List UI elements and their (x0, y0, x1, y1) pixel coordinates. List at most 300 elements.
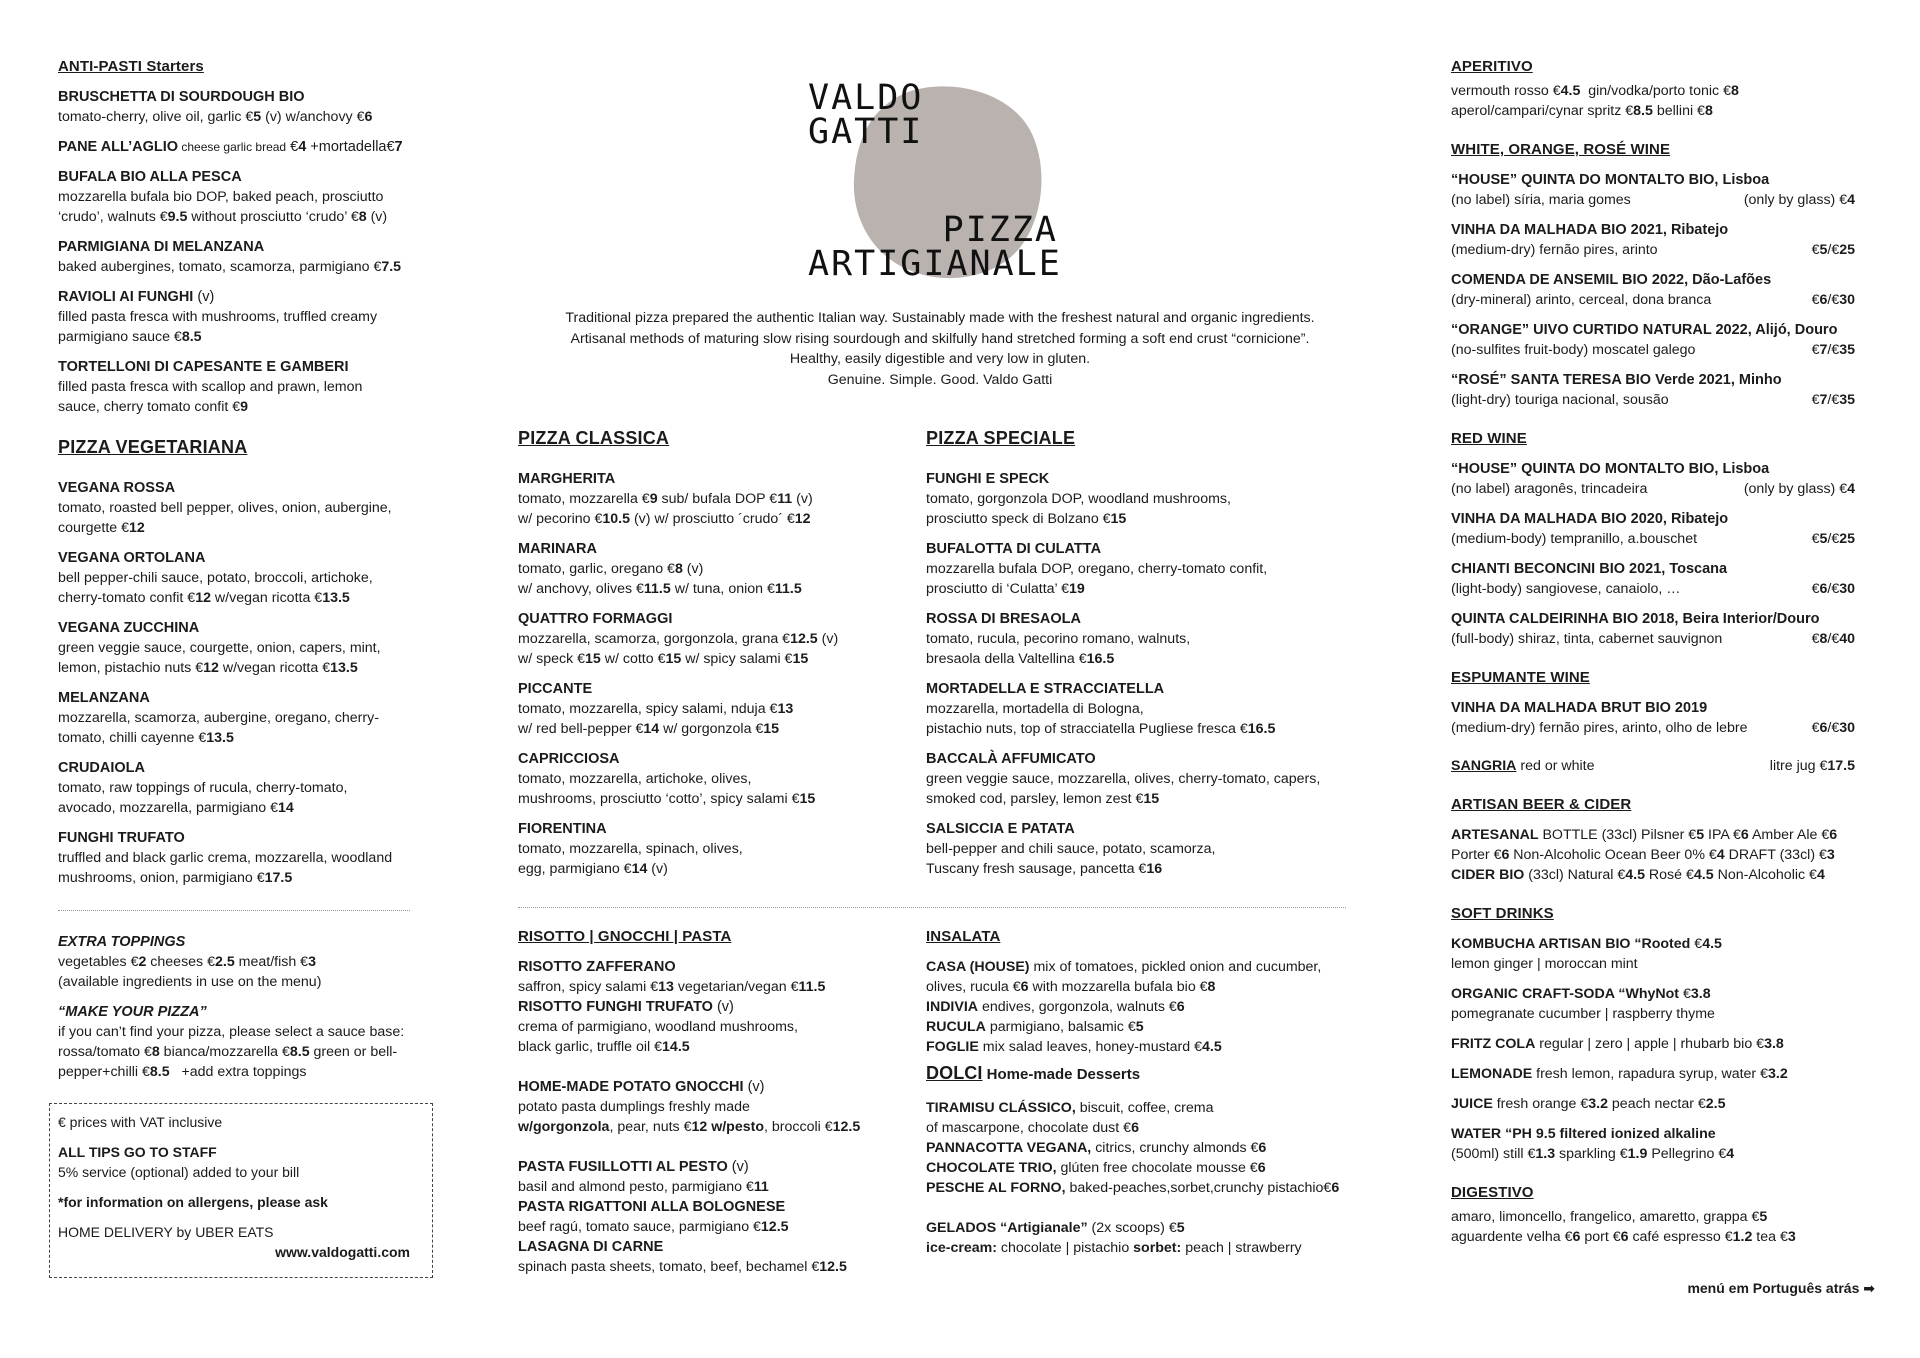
vat-note: € prices with VAT inclusive (58, 1114, 223, 1130)
logo-pizza: PIZZA (942, 210, 1058, 250)
price: 40 (1839, 631, 1855, 647)
item-desc (518, 699, 898, 719)
desc-text: (500ml) still € (1451, 1146, 1536, 1162)
toppings-block (58, 932, 438, 1082)
drink-item (1451, 1124, 1855, 1164)
desc-text: endives, gorgonzola, walnuts € (978, 999, 1177, 1015)
wine-item (1451, 270, 1855, 310)
price: 7 (394, 139, 403, 155)
desc-text: café espresso € (1628, 1229, 1733, 1245)
item-desc (518, 629, 898, 649)
desc-text: (33cl) Natural € (1524, 867, 1626, 883)
price: 25 (1839, 242, 1855, 258)
wine-name: COMENDA DE ANSEMIL BIO 2022, Dão-Lafões (1451, 272, 1772, 288)
menu-item (518, 609, 898, 669)
item-desc: filled pasta fresca with mushrooms, truffled creamy (58, 309, 378, 325)
desc-text: vermouth rosso € (1451, 83, 1561, 99)
price: 1.9 (1627, 1146, 1648, 1162)
desc-text: IPA € (1704, 827, 1741, 843)
wine-price: €6/€30 (1811, 581, 1855, 597)
wine-row (1451, 390, 1855, 410)
desc-text: peach | strawberry (1181, 1240, 1302, 1256)
price: 15 (763, 721, 780, 737)
desc-text: tomato, mozzarella, spicy salami, nduja € (518, 701, 778, 717)
price: 6 (1829, 827, 1838, 843)
price: 6 (1331, 1180, 1340, 1196)
item-name (518, 1157, 898, 1177)
wine-name: “ORANGE” UIVO CURTIDO NATURAL 2022, Alijó, Douro (1451, 322, 1838, 338)
price: 16.5 (1247, 721, 1276, 737)
item-name: MELANZANA (58, 690, 150, 706)
sangria-price (1770, 756, 1855, 776)
item-name: VEGANA ORTOLANA (58, 550, 206, 566)
price: 7 (1819, 392, 1828, 408)
desc-text: pistachio nuts, top of stracciatella Pugliese fresca € (926, 721, 1248, 737)
item-desc: crema of parmigiano, woodland mushrooms, (518, 1019, 798, 1035)
item-name: MARINARA (518, 541, 597, 557)
item-name: PICCANTE (518, 681, 593, 697)
wine-item (1451, 220, 1855, 260)
price: 4.5 (1693, 867, 1714, 883)
price: 8 (1819, 631, 1828, 647)
wine-price (1744, 479, 1855, 499)
price: 6 (1819, 581, 1828, 597)
item-desc: mozzarella bufala bio DOP, baked peach, prosciutto (58, 189, 384, 205)
price: 8 (674, 561, 683, 577)
desc-text: bianca/mozzarella € (159, 1044, 290, 1060)
item-name: PASTA RIGATTONI ALLA BOLOGNESE (518, 1199, 786, 1215)
price: 3.8 (1764, 1036, 1784, 1052)
price: 3.8 (1690, 986, 1711, 1002)
desc-text: bresaola della Valtellina € (926, 651, 1087, 667)
item-name-text: PASTA FUSILLOTTI AL PESTO (518, 1159, 728, 1175)
item-desc (926, 977, 1356, 997)
item-desc (926, 957, 1356, 977)
wine-item (1451, 698, 1855, 738)
desc-text: mozzarella, scamorza, gorgonzola, grana € (518, 631, 791, 647)
desc-text: gin/vodka/porto tonic € (1580, 83, 1731, 99)
price: 12 (129, 520, 145, 536)
menu-item (58, 287, 428, 347)
drink-item (1451, 934, 1855, 974)
desc-text: € (1690, 936, 1703, 952)
item-desc (1451, 101, 1855, 121)
item-tag: (v) (712, 999, 734, 1015)
wine-price: €6/€30 (1811, 720, 1855, 736)
section-title-pasta: RISOTTO | GNOCCHI | PASTA (518, 928, 732, 945)
item-desc (926, 719, 1356, 739)
menu-item (518, 749, 898, 809)
menu-item (58, 548, 428, 608)
item-desc (58, 658, 428, 678)
desc-text: egg, parmigiano € (518, 861, 632, 877)
menu-item (926, 749, 1356, 809)
desc-text: w/ tuna, onion € (670, 581, 775, 597)
price: 6 (1258, 1140, 1267, 1156)
item-desc (926, 1037, 1356, 1057)
price: 13.5 (206, 730, 234, 746)
item-name-text: PANE ALL’AGLIO (58, 139, 179, 155)
dolci-title: DOLCI (926, 1063, 983, 1083)
item-desc: mozzarella, scamorza, aubergine, oregano, cherry- (58, 710, 379, 726)
make-your-pizza-line (58, 1062, 438, 1082)
desc-text: w/ spicy salami € (681, 651, 793, 667)
desc-text: baked aubergines, tomato, scamorza, parmigiano € (58, 259, 382, 275)
price: 8.5 (181, 329, 202, 345)
antipasti-title: ANTI-PASTI (58, 58, 143, 75)
item-desc: lemon ginger | moroccan mint (1451, 956, 1638, 972)
item-desc (58, 207, 428, 227)
price-sep: /€ (1827, 531, 1840, 547)
desc-text: olives, rucula € (926, 979, 1021, 995)
item-name: LASAGNA DI CARNE (518, 1239, 664, 1255)
price: 5 (1696, 827, 1705, 843)
wine-item (1451, 170, 1855, 210)
item-desc (518, 509, 898, 529)
item-name-text: RISOTTO FUNGHI TRUFATO (518, 999, 713, 1015)
desc-text: Tuscany fresh sausage, pancetta € (926, 861, 1147, 877)
price: 9.5 (167, 209, 188, 225)
price: 3 (1787, 1229, 1796, 1245)
price: 5 (1135, 1019, 1144, 1035)
section-title-soft-drinks: SOFT DRINKS (1451, 905, 1554, 922)
price: 4.5 (1625, 867, 1645, 883)
price: 4 (1726, 1146, 1735, 1162)
desc-text: rossa/tomato € (58, 1044, 152, 1060)
column-pasta (518, 928, 898, 1277)
price-sep: /€ (1827, 581, 1840, 597)
item-desc (926, 859, 1356, 879)
price: 15 (1110, 511, 1127, 527)
price: 2.5 (1705, 1096, 1726, 1112)
item-name: WATER “PH 9.5 filtered ionized alkaline (1451, 1126, 1716, 1142)
desc-text: , pear, nuts € (609, 1119, 692, 1135)
item-desc: green veggie sauce, mozzarella, olives, cherry-tomato, capers, (926, 771, 1321, 787)
item-desc (518, 719, 898, 739)
desc-text: smoked cod, parsley, lemon zest € (926, 791, 1144, 807)
menu-item (926, 679, 1356, 739)
wine-grapes: (medium-dry) fernão pires, arinto (1451, 242, 1658, 258)
sangria-label (1451, 756, 1595, 776)
desc-text: tomato, garlic, oregano € (518, 561, 675, 577)
item-desc (1451, 984, 1855, 1004)
section-title-white-wine: WHITE, ORANGE, ROSÉ WINE (1451, 141, 1671, 158)
desc-text: w/ cotto € (600, 651, 666, 667)
antipasti-subtitle: Starters (142, 58, 204, 75)
price: 15 (792, 651, 809, 667)
desc-bold: sorbet: (1133, 1240, 1182, 1256)
price: 11.5 (798, 979, 826, 995)
wine-row (1451, 340, 1855, 360)
item-name: MARGHERITA (518, 471, 616, 487)
menu-item (926, 819, 1356, 879)
section-title-insalata: INSALATA (926, 928, 1001, 945)
price-note: (only by glass) € (1743, 192, 1848, 208)
desc-text: € (286, 139, 299, 155)
price: 8 (151, 1044, 160, 1060)
item-name: QUATTRO FORMAGGI (518, 611, 673, 627)
item-name (518, 997, 898, 1017)
desc-text: Pellegrino € (1647, 1146, 1727, 1162)
price: 4 (1847, 481, 1855, 497)
price: 16.5 (1086, 651, 1115, 667)
column-classica (518, 428, 898, 889)
wine-price: €8/€40 (1811, 631, 1855, 647)
item-name: CRUDAIOLA (58, 760, 145, 776)
item-name: RUCULA (926, 1019, 986, 1035)
desc-bold: w/gorgonzola (518, 1119, 610, 1135)
item-name: KOMBUCHA ARTISAN BIO “Rooted (1451, 936, 1691, 952)
wine-name: CHIANTI BECONCINI BIO 2021, Toscana (1451, 561, 1728, 577)
menu-item (58, 87, 428, 127)
desc-text: without prosciutto ‘crudo’ € (187, 209, 359, 225)
wine-price: €7/€35 (1811, 392, 1855, 408)
price: 1.2 (1732, 1229, 1753, 1245)
item-desc (58, 728, 428, 748)
desc-text: (v) (792, 491, 813, 507)
wine-item (1451, 370, 1855, 410)
desc-text: Non-Alcoholic Ocean Beer 0% € (1509, 847, 1717, 863)
item-desc (518, 559, 898, 579)
price: 5 (1176, 1220, 1185, 1236)
section-title-aperitivo: APERITIVO (1451, 58, 1533, 75)
item-desc (926, 1138, 1356, 1158)
price: 11 (777, 491, 793, 507)
item-desc (926, 789, 1356, 809)
item-desc (1451, 1124, 1855, 1144)
desc-text: BOTTLE (33cl) Pilsner € (1538, 827, 1697, 843)
price: 8.5 (289, 1044, 310, 1060)
sangria-row (1451, 756, 1855, 776)
desc-text: aperol/campari/cynar spritz € (1451, 103, 1634, 119)
menu-item (926, 609, 1356, 669)
wine-row (1451, 718, 1855, 738)
item-name: PANNACOTTA VEGANA, (926, 1140, 1092, 1156)
tips-title: ALL TIPS GO TO STAFF (58, 1144, 217, 1160)
desc-bold: w/pesto (707, 1119, 765, 1135)
item-desc: filled pasta fresca with scallop and prawn, lemon (58, 379, 363, 395)
item-desc: tomato, mozzarella, spinach, olives, (518, 841, 743, 857)
desc-text: tomato-cherry, olive oil, garlic € (58, 109, 254, 125)
menu-item (58, 237, 428, 277)
desc-text: w/ pecorino € (518, 511, 603, 527)
item-desc (1451, 934, 1855, 954)
drink-item (1451, 1094, 1855, 1114)
item-name: GELADOS “Artigianale” (926, 1220, 1088, 1236)
price: 11 (753, 1179, 769, 1195)
intro-line: Artisanal methods of maturing slow rising sourdough and skilfully hand stretched forming a soft end crust “cornicione”. (570, 330, 1310, 347)
section-title-espumante: ESPUMANTE WINE (1451, 669, 1590, 686)
intro-line: Traditional pizza prepared the authentic Italian way. Sustainably made with the freshest natural and organic ingredients. (565, 310, 1315, 326)
price: 15 (665, 651, 682, 667)
price: 30 (1839, 581, 1855, 597)
desc-text: ‘crudo’, walnuts € (58, 209, 168, 225)
price: 14.5 (662, 1039, 690, 1055)
item-desc (1451, 1034, 1855, 1054)
desc-text: (v) w/anchovy € (261, 109, 365, 125)
item-desc (1451, 845, 1855, 865)
item-name: SALSICCIA E PATATA (926, 821, 1075, 837)
wine-grapes: (dry-mineral) arinto, cerceal, dona branca (1451, 292, 1712, 308)
make-your-pizza-line: if you can’t find your pizza, please select a sauce base: (58, 1024, 405, 1040)
desc-text: +add extra toppings (169, 1064, 307, 1080)
price: 7.5 (381, 259, 402, 275)
wine-name: “HOUSE” QUINTA DO MONTALTO BIO, Lisboa (1451, 172, 1770, 188)
wine-name: “ROSÉ” SANTA TERESA BIO Verde 2021, Minho (1451, 372, 1782, 388)
item-tag: (v) (743, 1079, 765, 1095)
item-name: INDIVIA (926, 999, 979, 1015)
item-desc: tomato, raw toppings of rucula, cherry-tomato, (58, 780, 348, 796)
desc-text: pepper+chilli € (58, 1064, 150, 1080)
menu-item (518, 679, 898, 739)
item-name-text: HOME-MADE POTATO GNOCCHI (518, 1079, 744, 1095)
price: 4 (298, 139, 307, 155)
price: 12 (203, 660, 219, 676)
wine-grapes: (no label) síria, maria gomes (1451, 192, 1631, 208)
wine-item (1451, 609, 1855, 649)
desc-text: biscuit, coffee, crema (1075, 1100, 1214, 1116)
toppings-note: (available ingredients in use on the menu) (58, 974, 322, 990)
section-title-antipasti (58, 58, 428, 75)
desc-text: sub/ bufala DOP € (657, 491, 778, 507)
divider (58, 910, 410, 911)
drink-item (1451, 984, 1855, 1024)
item-name: PARMIGIANA DI MELANZANA (58, 239, 265, 255)
menu-item (58, 167, 428, 227)
column-starters-vegetarian (58, 58, 428, 898)
price: 5 (1759, 1209, 1768, 1225)
price: 4.5 (1201, 1039, 1222, 1055)
item-desc (926, 1178, 1356, 1198)
item-name: BACCALÀ AFFUMICATO (926, 751, 1096, 767)
price: 6 (1620, 1229, 1629, 1245)
column-drinks (1451, 58, 1855, 1247)
item-name: FIORENTINA (518, 821, 607, 837)
allergen-note: *for information on allergens, please ask (58, 1194, 328, 1210)
item-name: BUFALA BIO ALLA PESCA (58, 169, 242, 185)
logo (808, 74, 1078, 304)
item-desc (58, 868, 428, 888)
item-name: FUNGHI TRUFATO (58, 830, 185, 846)
price: 13.5 (322, 590, 350, 606)
item-desc (518, 489, 898, 509)
desc-text: Non-Alcoholic € (1713, 867, 1817, 883)
price: 13 (777, 701, 794, 717)
price: 5 (253, 109, 262, 125)
price: 10.5 (602, 511, 631, 527)
menu-item (926, 469, 1356, 529)
item-desc (926, 1118, 1356, 1138)
price: 12 (794, 511, 811, 527)
item-desc: mozzarella, mortadella di Bologna, (926, 701, 1144, 717)
item-desc (926, 1158, 1356, 1178)
wine-name: VINHA DA MALHADA BRUT BIO 2019 (1451, 700, 1708, 716)
price: 8.5 (1633, 103, 1653, 119)
item-desc (518, 1037, 898, 1057)
desc-text: tea € (1752, 1229, 1788, 1245)
item-name: TORTELLONI DI CAPESANTE E GAMBERI (58, 359, 349, 375)
menu-item (58, 758, 428, 818)
price: 30 (1839, 292, 1855, 308)
item-name (58, 287, 428, 307)
item-desc (926, 1017, 1356, 1037)
desc-text: black garlic, truffle oil € (518, 1039, 663, 1055)
toppings-title: EXTRA TOPPINGS (58, 934, 186, 950)
logo-valdo: VALDO (808, 78, 924, 118)
item-desc (58, 327, 428, 347)
price-sep: /€ (1827, 242, 1840, 258)
item-name: VEGANA ROSSA (58, 480, 176, 496)
divider (518, 907, 1346, 908)
price: 6 (1501, 847, 1510, 863)
item-desc (518, 1117, 898, 1137)
item-name: LEMONADE (1451, 1066, 1533, 1082)
item-name: ARTESANAL (1451, 827, 1539, 843)
desc-text: lemon, pistachio nuts € (58, 660, 204, 676)
item-desc: potato pasta dumplings freshly made (518, 1099, 750, 1115)
desc-text: amaro, limoncello, frangelico, amaretto, grappa € (1451, 1209, 1760, 1225)
wine-item (1451, 509, 1855, 549)
item-name: CIDER BIO (1451, 867, 1525, 883)
website-link[interactable]: www.valdogatti.com (275, 1244, 410, 1260)
item-desc (926, 509, 1356, 529)
price: 8 (1207, 979, 1216, 995)
desc-text: mushrooms, onion, parmigiano € (58, 870, 265, 886)
desc-text: +mortadella€ (306, 139, 395, 155)
desc-text: basil and almond pesto, parmigiano € (518, 1179, 754, 1195)
menu-item (518, 539, 898, 599)
desc-text: (v) (682, 561, 704, 577)
item-desc (58, 397, 428, 417)
menu-item (58, 618, 428, 678)
item-desc (518, 579, 898, 599)
desc-text: prosciutto speck di Bolzano € (926, 511, 1111, 527)
item-name: JUICE (1451, 1096, 1493, 1112)
desc-text: glúten free chocolate mousse € (1056, 1160, 1258, 1176)
desc-text: meat/fish € (234, 954, 309, 970)
item-name: FRITZ COLA (1451, 1036, 1536, 1052)
desc-text: w/ red bell-pepper € (518, 721, 644, 737)
price: 14 (631, 861, 648, 877)
price: 6 (1819, 720, 1828, 736)
desc-text: regular | zero | apple | rhubarb bio € (1535, 1036, 1765, 1052)
price: 6 (1131, 1120, 1139, 1136)
item-name: FOGLIE (926, 1039, 979, 1055)
item-name (58, 137, 428, 157)
wine-grapes: (light-dry) touriga nacional, sousão (1451, 392, 1669, 408)
section-title-vegetariana: PIZZA VEGETARIANA (58, 437, 248, 457)
price: 8 (1730, 83, 1739, 99)
item-desc (1451, 81, 1855, 101)
item-name: MORTADELLA E STRACCIATELLA (926, 681, 1165, 697)
desc-text: w/ gorgonzola € (659, 721, 764, 737)
desc-text: mix of tomatoes, pickled onion and cucumber, (1029, 959, 1322, 975)
make-your-pizza-title: “MAKE YOUR PIZZA” (58, 1004, 207, 1020)
wine-name: VINHA DA MALHADA BIO 2020, Ribatejo (1451, 511, 1729, 527)
item-name: ROSSA DI BRESAOLA (926, 611, 1081, 627)
portuguese-menu-link[interactable] (1600, 1280, 1875, 1297)
item-desc (926, 1218, 1356, 1238)
price: 14 (278, 800, 294, 816)
desc-text: (v) w/ prosciutto ´crudo´ € (630, 511, 795, 527)
desc-text: port € (1580, 1229, 1621, 1245)
drink-item (1451, 1034, 1855, 1054)
price: 4.5 (1702, 936, 1722, 952)
intro-text (520, 308, 1360, 390)
price: 16 (1146, 861, 1163, 877)
price: 4 (1847, 192, 1855, 208)
item-name: BUFALOTTA DI CULATTA (926, 541, 1102, 557)
